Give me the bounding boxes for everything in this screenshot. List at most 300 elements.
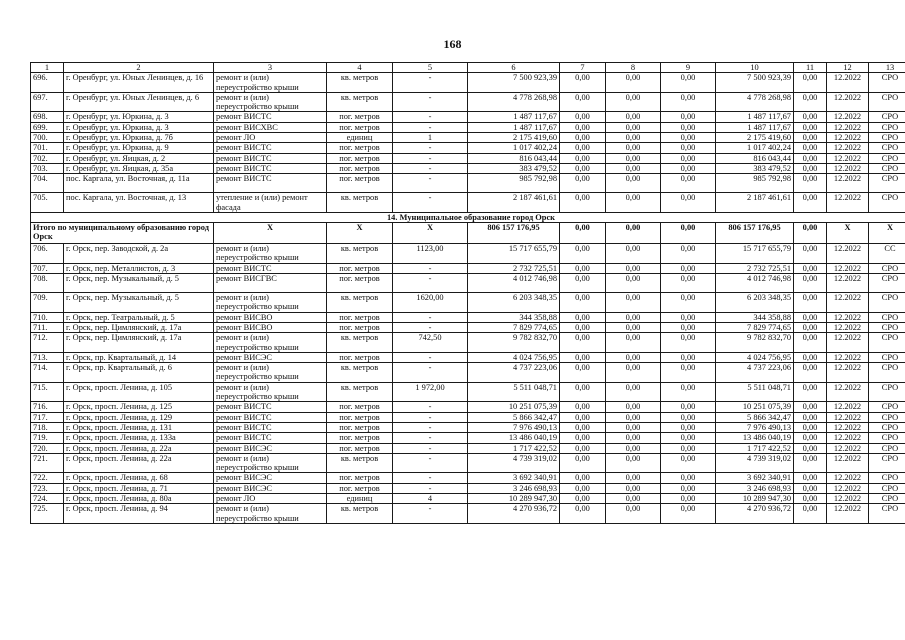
- unit: пог. метров: [327, 402, 393, 412]
- work-type: ремонт ВИСГВС: [214, 274, 327, 293]
- work-type: ремонт ВИСЭС: [214, 443, 327, 453]
- col8: 0,00: [606, 174, 661, 193]
- quantity: 742,50: [393, 333, 468, 353]
- unit: кв. метров: [327, 333, 393, 353]
- unit: пог. метров: [327, 274, 393, 293]
- table-row: [31, 322, 905, 332]
- work-type: ремонт ВИСТС: [214, 163, 327, 173]
- work-type: ремонт ВИСТС: [214, 422, 327, 432]
- address: г. Орск, просп. Ленина, д. 22а: [64, 443, 214, 453]
- completion-date: 12.2022: [827, 483, 869, 493]
- col9: 0,00: [661, 263, 716, 273]
- row-number: 708.: [31, 274, 64, 293]
- col10: 4 778 268,98: [716, 92, 794, 112]
- quantity: -: [393, 73, 468, 93]
- quantity: 1123,00: [393, 244, 468, 264]
- col9: 0,00: [661, 244, 716, 264]
- unit: кв. метров: [327, 92, 393, 112]
- row-number: 709.: [31, 293, 64, 313]
- row-number: 699.: [31, 122, 64, 132]
- col9: 0,00: [661, 174, 716, 193]
- completion-date: 12.2022: [827, 92, 869, 112]
- work-type: ремонт и (или) переустройство крыши: [214, 92, 327, 112]
- address: г. Орск, пер. Заводской, д. 2а: [64, 244, 214, 264]
- row-number: 715.: [31, 382, 64, 402]
- total-cost: 15 717 655,79: [468, 244, 560, 264]
- col8: 0,00: [606, 73, 661, 93]
- completion-date: 12.2022: [827, 193, 869, 213]
- col10: 13 486 040,19: [716, 433, 794, 443]
- table-row: [31, 412, 905, 422]
- col11: 0,00: [794, 493, 827, 503]
- quantity: -: [393, 443, 468, 453]
- col11: 0,00: [794, 504, 827, 524]
- table-row: [31, 92, 905, 112]
- completion-date: 12.2022: [827, 244, 869, 264]
- col10: 4 024 756,95: [716, 352, 794, 362]
- table-row: [31, 193, 905, 213]
- col8: 0,00: [606, 322, 661, 332]
- table-row: [31, 312, 905, 322]
- col11: 0,00: [794, 153, 827, 163]
- row-number: 725.: [31, 504, 64, 524]
- unit: пог. метров: [327, 263, 393, 273]
- col8: 0,00: [606, 143, 661, 153]
- total-cost: 1 487 117,67: [468, 112, 560, 122]
- method: СРО: [869, 422, 905, 432]
- col11: 0,00: [794, 363, 827, 383]
- method: СРО: [869, 274, 905, 293]
- col9: 0,00: [661, 153, 716, 163]
- col7: 0,00: [560, 443, 606, 453]
- method: СРО: [869, 312, 905, 322]
- col11: 0,00: [794, 274, 827, 293]
- col7: 0,00: [560, 143, 606, 153]
- col7: 0,00: [560, 483, 606, 493]
- unit: пог. метров: [327, 433, 393, 443]
- address: г. Орск, просп. Ленина, д. 94: [64, 504, 214, 524]
- total-qty: X: [393, 223, 468, 244]
- col8: 0,00: [606, 153, 661, 163]
- col11: 0,00: [794, 443, 827, 453]
- address: г. Орск, просп. Ленина, д. 105: [64, 382, 214, 402]
- method: СРО: [869, 493, 905, 503]
- table-row: [31, 263, 905, 273]
- col7: 0,00: [560, 153, 606, 163]
- col10: 7 976 490,13: [716, 422, 794, 432]
- completion-date: 12.2022: [827, 274, 869, 293]
- header-cell: 11: [794, 63, 827, 73]
- completion-date: 12.2022: [827, 363, 869, 383]
- col9: 0,00: [661, 422, 716, 432]
- row-number: 723.: [31, 483, 64, 493]
- table-row: [31, 382, 905, 402]
- method: СРО: [869, 174, 905, 193]
- completion-date: 12.2022: [827, 433, 869, 443]
- col8: 0,00: [606, 412, 661, 422]
- header-cell: 6: [468, 63, 560, 73]
- col7: 0,00: [560, 193, 606, 213]
- col9: 0,00: [661, 143, 716, 153]
- address: г. Орск, пер. Музыкальный, д. 5: [64, 274, 214, 293]
- work-type: ремонт ВИСТС: [214, 433, 327, 443]
- col9: 0,00: [661, 453, 716, 473]
- row-number: 722.: [31, 473, 64, 483]
- address: пос. Каргала, ул. Восточная, д. 11а: [64, 174, 214, 193]
- col9: 0,00: [661, 133, 716, 143]
- completion-date: 12.2022: [827, 133, 869, 143]
- method: СРО: [869, 453, 905, 473]
- total-date: X: [827, 223, 869, 244]
- total-cost: 4 739 319,02: [468, 453, 560, 473]
- work-type: ремонт ВИСТС: [214, 412, 327, 422]
- address: г. Орск, пер. Цимлянский, д. 17а: [64, 322, 214, 332]
- unit: единиц: [327, 133, 393, 143]
- quantity: -: [393, 412, 468, 422]
- col8: 0,00: [606, 493, 661, 503]
- quantity: 4: [393, 493, 468, 503]
- row-number: 696.: [31, 73, 64, 93]
- row-number: 702.: [31, 153, 64, 163]
- col10: 15 717 655,79: [716, 244, 794, 264]
- total-unit: X: [327, 223, 393, 244]
- col9: 0,00: [661, 504, 716, 524]
- table-row: [31, 244, 905, 264]
- col9: 0,00: [661, 193, 716, 213]
- total-cost: 1 017 402,24: [468, 143, 560, 153]
- col7: 0,00: [560, 493, 606, 503]
- total-cost: 816 043,44: [468, 153, 560, 163]
- col9: 0,00: [661, 433, 716, 443]
- total-cost: 3 246 698,93: [468, 483, 560, 493]
- col10: 816 043,44: [716, 153, 794, 163]
- completion-date: 12.2022: [827, 174, 869, 193]
- quantity: -: [393, 504, 468, 524]
- quantity: -: [393, 363, 468, 383]
- work-type: ремонт и (или) переустройство крыши: [214, 504, 327, 524]
- completion-date: 12.2022: [827, 382, 869, 402]
- quantity: -: [393, 163, 468, 173]
- completion-date: 12.2022: [827, 73, 869, 93]
- method: СРО: [869, 504, 905, 524]
- col7: 0,00: [560, 473, 606, 483]
- total-cost: 4 024 756,95: [468, 352, 560, 362]
- unit: кв. метров: [327, 244, 393, 264]
- col8: 0,00: [606, 473, 661, 483]
- col9: 0,00: [661, 122, 716, 132]
- col8: 0,00: [606, 382, 661, 402]
- table-row: [31, 153, 905, 163]
- col11: 0,00: [794, 382, 827, 402]
- address: г. Орск, просп. Ленина, д. 68: [64, 473, 214, 483]
- header-cell: 2: [64, 63, 214, 73]
- col10: 7 500 923,39: [716, 73, 794, 93]
- quantity: -: [393, 174, 468, 193]
- completion-date: 12.2022: [827, 122, 869, 132]
- col10: 10 251 075,39: [716, 402, 794, 412]
- quantity: -: [393, 112, 468, 122]
- col7: 0,00: [560, 363, 606, 383]
- header-cell: 5: [393, 63, 468, 73]
- method: СРО: [869, 412, 905, 422]
- col7: 0,00: [560, 112, 606, 122]
- col8: 0,00: [606, 483, 661, 493]
- work-type: ремонт и (или) переустройство крыши: [214, 293, 327, 313]
- quantity: -: [393, 402, 468, 412]
- completion-date: 12.2022: [827, 443, 869, 453]
- col9: 0,00: [661, 312, 716, 322]
- col9: 0,00: [661, 483, 716, 493]
- address: г. Оренбург, ул. Яицкая, д. 35а: [64, 163, 214, 173]
- total-col9: 0,00: [661, 223, 716, 244]
- method: СРО: [869, 73, 905, 93]
- col10: 344 358,88: [716, 312, 794, 322]
- total-cost: 10 289 947,30: [468, 493, 560, 503]
- quantity: -: [393, 143, 468, 153]
- unit: пог. метров: [327, 322, 393, 332]
- col11: 0,00: [794, 422, 827, 432]
- method: СРО: [869, 402, 905, 412]
- row-number: 704.: [31, 174, 64, 193]
- col9: 0,00: [661, 163, 716, 173]
- method: СРО: [869, 352, 905, 362]
- work-type: ремонт ВИСЭС: [214, 473, 327, 483]
- col10: 3 246 698,93: [716, 483, 794, 493]
- unit: кв. метров: [327, 453, 393, 473]
- col9: 0,00: [661, 493, 716, 503]
- col8: 0,00: [606, 453, 661, 473]
- table-row: [31, 483, 905, 493]
- col7: 0,00: [560, 402, 606, 412]
- total-col8: 0,00: [606, 223, 661, 244]
- col9: 0,00: [661, 322, 716, 332]
- unit: пог. метров: [327, 473, 393, 483]
- col7: 0,00: [560, 73, 606, 93]
- method: СРО: [869, 92, 905, 112]
- col7: 0,00: [560, 92, 606, 112]
- work-type: ремонт ВИСЭС: [214, 352, 327, 362]
- col7: 0,00: [560, 322, 606, 332]
- address: г. Оренбург, ул. Юркина, д. 3: [64, 112, 214, 122]
- col9: 0,00: [661, 333, 716, 353]
- address: пос. Каргала, ул. Восточная, д. 13: [64, 193, 214, 213]
- unit: пог. метров: [327, 163, 393, 173]
- col10: 2 187 461,61: [716, 193, 794, 213]
- quantity: 1620,00: [393, 293, 468, 313]
- row-number: 705.: [31, 193, 64, 213]
- completion-date: 12.2022: [827, 422, 869, 432]
- total-mode: X: [869, 223, 905, 244]
- col9: 0,00: [661, 92, 716, 112]
- col10: 6 203 348,35: [716, 293, 794, 313]
- total-cost: 2 175 419,60: [468, 133, 560, 143]
- col7: 0,00: [560, 174, 606, 193]
- col11: 0,00: [794, 333, 827, 353]
- quantity: -: [393, 153, 468, 163]
- header-cell: 9: [661, 63, 716, 73]
- quantity: -: [393, 453, 468, 473]
- work-type: ремонт ВИСТС: [214, 402, 327, 412]
- row-number: 718.: [31, 422, 64, 432]
- completion-date: 12.2022: [827, 263, 869, 273]
- total-cost: 383 479,52: [468, 163, 560, 173]
- work-type: ремонт ВИСЭС: [214, 483, 327, 493]
- total-cost: 13 486 040,19: [468, 433, 560, 443]
- col9: 0,00: [661, 443, 716, 453]
- row-number: 700.: [31, 133, 64, 143]
- row-number: 710.: [31, 312, 64, 322]
- col8: 0,00: [606, 433, 661, 443]
- col10: 5 866 342,47: [716, 412, 794, 422]
- col7: 0,00: [560, 412, 606, 422]
- col10: 1 487 117,67: [716, 122, 794, 132]
- col11: 0,00: [794, 412, 827, 422]
- col10: 4 270 936,72: [716, 504, 794, 524]
- work-type: ремонт ВИСВО: [214, 322, 327, 332]
- unit: пог. метров: [327, 352, 393, 362]
- col8: 0,00: [606, 504, 661, 524]
- total-cost: 10 251 075,39: [468, 402, 560, 412]
- completion-date: 12.2022: [827, 352, 869, 362]
- table-row: [31, 143, 905, 153]
- col11: 0,00: [794, 143, 827, 153]
- completion-date: 12.2022: [827, 493, 869, 503]
- col11: 0,00: [794, 163, 827, 173]
- col8: 0,00: [606, 274, 661, 293]
- work-type: утепление и (или) ремонт фасада: [214, 193, 327, 213]
- completion-date: 12.2022: [827, 322, 869, 332]
- total-cost: 1 487 117,67: [468, 122, 560, 132]
- col11: 0,00: [794, 193, 827, 213]
- col10: 9 782 832,70: [716, 333, 794, 353]
- completion-date: 12.2022: [827, 402, 869, 412]
- address: г. Орск, пр. Квартальный, д. 14: [64, 352, 214, 362]
- total-cost: 4 270 936,72: [468, 504, 560, 524]
- table-row: [31, 402, 905, 412]
- table-row: [31, 163, 905, 173]
- col10: 2 175 419,60: [716, 133, 794, 143]
- col7: 0,00: [560, 453, 606, 473]
- table-row: [31, 73, 905, 93]
- table-row: [31, 122, 905, 132]
- total-label: Итого по муниципальному образованию город Орск: [31, 223, 214, 244]
- quantity: 1 972,00: [393, 382, 468, 402]
- address: г. Орск, просп. Ленина, д. 22а: [64, 453, 214, 473]
- unit: кв. метров: [327, 193, 393, 213]
- unit: кв. метров: [327, 504, 393, 524]
- table-row: [31, 493, 905, 503]
- col8: 0,00: [606, 293, 661, 313]
- col8: 0,00: [606, 422, 661, 432]
- total-cost: 2 732 725,51: [468, 263, 560, 273]
- col11: 0,00: [794, 122, 827, 132]
- total-cost: 1 717 422,52: [468, 443, 560, 453]
- col10: 383 479,52: [716, 163, 794, 173]
- table-row: [31, 293, 905, 313]
- header-cell: 4: [327, 63, 393, 73]
- col9: 0,00: [661, 293, 716, 313]
- total-cost: 985 792,98: [468, 174, 560, 193]
- col8: 0,00: [606, 312, 661, 322]
- work-type: ремонт ВИСВО: [214, 312, 327, 322]
- unit: кв. метров: [327, 363, 393, 383]
- col7: 0,00: [560, 333, 606, 353]
- col11: 0,00: [794, 322, 827, 332]
- row-number: 717.: [31, 412, 64, 422]
- col10: 1 017 402,24: [716, 143, 794, 153]
- col11: 0,00: [794, 402, 827, 412]
- table-row: [31, 274, 905, 293]
- method: СРО: [869, 193, 905, 213]
- total-cost: 344 358,88: [468, 312, 560, 322]
- address: г. Орск, просп. Ленина, д. 71: [64, 483, 214, 493]
- row-number: 701.: [31, 143, 64, 153]
- table-row: [31, 112, 905, 122]
- table-row: [31, 422, 905, 432]
- work-type: ремонт и (или) переустройство крыши: [214, 382, 327, 402]
- completion-date: 12.2022: [827, 412, 869, 422]
- col11: 0,00: [794, 433, 827, 443]
- col9: 0,00: [661, 412, 716, 422]
- quantity: -: [393, 263, 468, 273]
- total-work: X: [214, 223, 327, 244]
- table-row: [31, 133, 905, 143]
- address: г. Оренбург, ул. Юркина, д. 7б: [64, 133, 214, 143]
- table-row: [31, 174, 905, 193]
- col11: 0,00: [794, 92, 827, 112]
- method: СРО: [869, 163, 905, 173]
- quantity: -: [393, 473, 468, 483]
- col8: 0,00: [606, 92, 661, 112]
- completion-date: 12.2022: [827, 163, 869, 173]
- total-col7: 0,00: [560, 223, 606, 244]
- col9: 0,00: [661, 363, 716, 383]
- quantity: -: [393, 483, 468, 493]
- address: г. Орск, просп. Ленина, д. 131: [64, 422, 214, 432]
- method: СРО: [869, 153, 905, 163]
- work-type: ремонт и (или) переустройство крыши: [214, 453, 327, 473]
- address: г. Оренбург, ул. Юркина, д. 3: [64, 122, 214, 132]
- unit: кв. метров: [327, 382, 393, 402]
- method: СРО: [869, 112, 905, 122]
- col8: 0,00: [606, 112, 661, 122]
- col8: 0,00: [606, 333, 661, 353]
- col8: 0,00: [606, 263, 661, 273]
- column-number-header: [31, 63, 905, 73]
- total-cost: 4 778 268,98: [468, 92, 560, 112]
- quantity: -: [393, 433, 468, 443]
- unit: пог. метров: [327, 112, 393, 122]
- unit: кв. метров: [327, 293, 393, 313]
- col7: 0,00: [560, 433, 606, 443]
- col10: 1 487 117,67: [716, 112, 794, 122]
- completion-date: 12.2022: [827, 112, 869, 122]
- col7: 0,00: [560, 274, 606, 293]
- unit: пог. метров: [327, 483, 393, 493]
- header-cell: 8: [606, 63, 661, 73]
- address: г. Оренбург, ул. Юных Ленинцев, д. 16: [64, 73, 214, 93]
- header-cell: 1: [31, 63, 64, 73]
- col7: 0,00: [560, 352, 606, 362]
- address: г. Оренбург, ул. Юных Ленинцев, д. 6: [64, 92, 214, 112]
- completion-date: 12.2022: [827, 333, 869, 353]
- col11: 0,00: [794, 293, 827, 313]
- total-col11: 0,00: [794, 223, 827, 244]
- address: г. Орск, пер. Металлистов, д. 3: [64, 263, 214, 273]
- col11: 0,00: [794, 483, 827, 493]
- work-type: ремонт ВИСТС: [214, 143, 327, 153]
- total-cost: 6 203 348,35: [468, 293, 560, 313]
